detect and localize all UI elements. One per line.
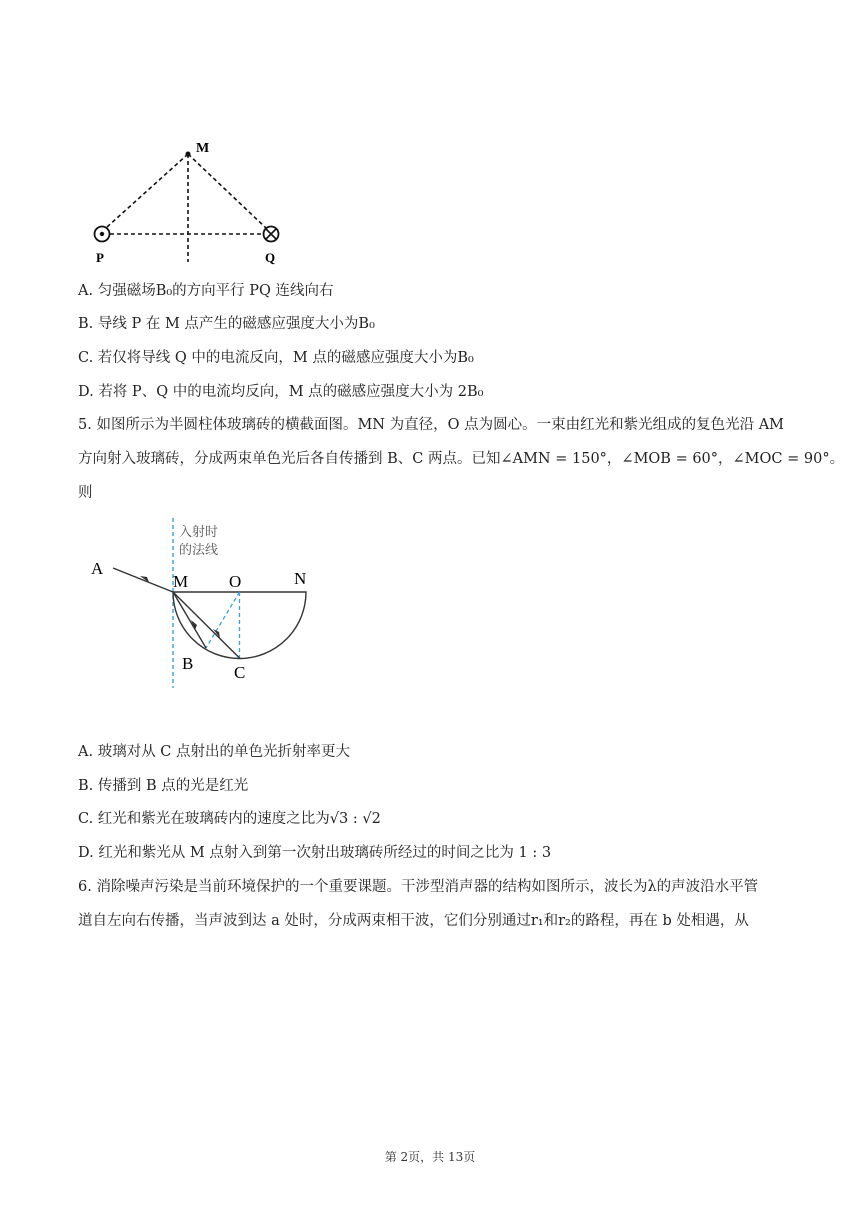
radius-ob bbox=[206, 592, 240, 648]
q5-stem-line-2: 方向射入玻璃砖，分成两束单色光后各自传播到 B、C 两点。已知∠AMN = 150°，∠MOB = 60°，∠MOC = 90°。 bbox=[78, 451, 845, 467]
label-p: P bbox=[96, 250, 104, 265]
page-footer: 第 2页，共 13页 bbox=[384, 1150, 476, 1164]
q5-option-b: B. 传播到 B 点的光是红光 bbox=[78, 778, 249, 794]
q5-stem-line-1: 5. 如图所示为半圆柱体玻璃砖的横截面图。MN 为直径，O 点为圆心。一束由红光和紫光组成的复色光沿 AM bbox=[78, 417, 785, 433]
q5-option-c: C. 红光和紫光在玻璃砖内的速度之比为√3 : √2 bbox=[78, 811, 381, 827]
label-m: M bbox=[196, 141, 210, 156]
label-a: A bbox=[91, 559, 104, 578]
q5-option-a: A. 玻璃对从 C 点射出的单色光折射率更大 bbox=[78, 744, 351, 760]
point-m bbox=[186, 152, 191, 157]
wire-into-page-icon bbox=[264, 227, 279, 242]
dashed-line-mq bbox=[188, 154, 267, 229]
dashed-line-mp bbox=[107, 154, 188, 227]
label-q: Q bbox=[265, 250, 276, 265]
q5-stem-line-3: 则 bbox=[78, 485, 93, 501]
figure-semicircle-glass bbox=[85, 512, 325, 692]
label-n: N bbox=[294, 569, 307, 588]
label-o: O bbox=[229, 572, 242, 591]
q6-stem-line-1: 6. 消除噪声污染是当前环境保护的一个重要课题。干涉型消声器的结构如图所示，波长为λ的声波沿水平管 bbox=[78, 879, 759, 895]
q6-stem-line-2: 道自左向右传播，当声波到达 a 处时，分成两束相干波，它们分别通过r₁和r₂的路程，再在 b 处相遇，从 bbox=[78, 913, 749, 929]
incident-ray-am bbox=[113, 568, 173, 592]
q4-option-d: D. 若将 P、Q 中的电流均反向，M 点的磁感应强度大小为 2B₀ bbox=[78, 384, 484, 400]
normal-label-2: 的法线 bbox=[179, 542, 219, 557]
q4-option-a: A. 匀强磁场B₀的方向平行 PQ 连线向右 bbox=[78, 283, 334, 299]
q4-option-b: B. 导线 P 在 M 点产生的磁感应强度大小为B₀ bbox=[78, 316, 375, 332]
label-b: B bbox=[182, 654, 194, 673]
label-c: C bbox=[234, 663, 246, 682]
q5-option-d: D. 红光和紫光从 M 点射入到第一次射出玻璃砖所经过的时间之比为 1 : 3 bbox=[78, 845, 552, 861]
normal-label-1: 入射时 bbox=[179, 524, 219, 539]
label-m: M bbox=[173, 572, 189, 591]
figure-wires-pqm bbox=[85, 130, 315, 270]
q4-option-c: C. 若仅将导线 Q 中的电流反向，M 点的磁感应强度大小为B₀ bbox=[78, 350, 474, 366]
wire-out-of-page-icon bbox=[95, 227, 110, 242]
